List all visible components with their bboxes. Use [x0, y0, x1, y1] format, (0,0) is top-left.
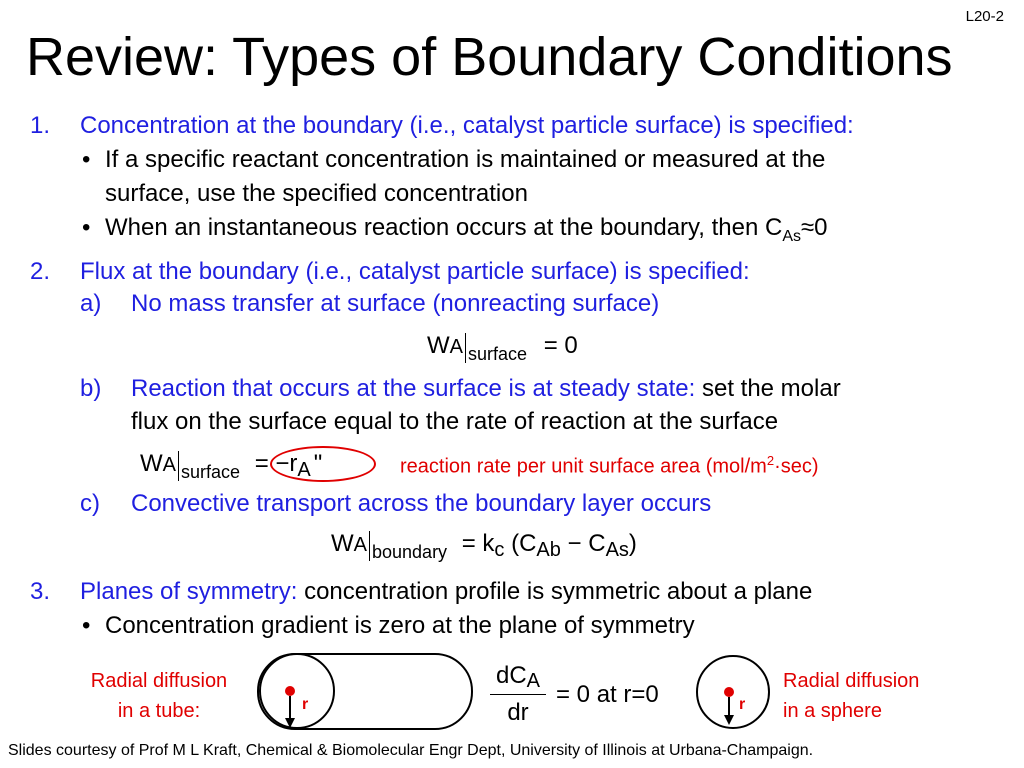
fraction-numerator: [490, 662, 546, 690]
sphere-arrow-head: [724, 715, 734, 725]
item-3-heading-blue: Planes of symmetry:: [80, 578, 298, 605]
item-2b-text-blue: Reaction that occurs at the surface is at steady state:: [131, 375, 696, 402]
highlight-ellipse: [270, 446, 376, 482]
eq-bar-sub: surface: [181, 462, 241, 482]
sphere-r-label: r: [739, 696, 746, 713]
eval-bar: [465, 333, 466, 363]
eq-w: W: [331, 530, 354, 557]
item-2b-line-2: flux on the surface equal to the rate of reaction at the surface: [131, 408, 779, 435]
item-1-bullet-1-line-1: If a specific reactant concentration is maintained or measured at the: [105, 146, 826, 173]
note-text: reaction rate per unit surface area (mol/m: [400, 455, 767, 478]
item-2a-label: a): [80, 290, 102, 317]
eq-r-sub: A: [297, 459, 311, 481]
item-1-number: 1.: [30, 112, 51, 139]
sphere-label: [783, 666, 919, 726]
num-sub: A: [526, 670, 541, 692]
tube-cross-section: [260, 654, 334, 728]
item-2c-label: c): [80, 490, 100, 517]
footer-credit: Slides courtesy of Prof M L Kraft, Chemical & Biomolecular Engr Dept, University of Illinois at Urbana-Champaign.: [8, 742, 814, 759]
eq-open: (C: [511, 530, 537, 557]
item-2a-text: No mass transfer at surface (nonreacting surface): [131, 290, 660, 317]
sphere-label-line-1: Radial diffusion: [783, 670, 920, 692]
num-dc: dC: [495, 662, 527, 689]
bullet-marker: •: [82, 214, 91, 241]
item-3-heading: [80, 580, 812, 604]
eq-w-sub: A: [353, 534, 367, 556]
eq-w-sub: A: [162, 454, 176, 476]
eq-kc-sub: c: [494, 539, 505, 561]
note-sup: 2: [766, 453, 775, 468]
item-3-number: 3.: [30, 578, 51, 605]
item-2c-text: Convective transport across the boundary layer occurs: [131, 490, 712, 517]
tube-r-label: r: [302, 696, 309, 713]
bullet-marker: •: [82, 612, 91, 639]
eq-kc: = k: [461, 530, 495, 557]
tube-label-line-2: in a tube:: [117, 700, 201, 722]
item-1-bullet-2: [105, 214, 828, 245]
eq-w: W: [140, 450, 163, 477]
page-title: Review: Types of Boundary Conditions: [26, 27, 953, 87]
bullet-marker: •: [82, 146, 91, 173]
tube-label-line-1: Radial diffusion: [90, 670, 228, 692]
gradient-rhs: = 0 at r=0: [556, 681, 659, 708]
item-1-heading: Concentration at the boundary (i.e., catalyst particle surface) is specified:: [80, 112, 854, 139]
item-2b-text-black: set the molar: [695, 375, 841, 402]
eq-as-sub: As: [605, 539, 629, 561]
sphere-label-line-2: in a sphere: [783, 700, 882, 722]
note-tail: ·sec): [774, 455, 819, 478]
approx-zero: ≈0: [800, 214, 828, 241]
item-3-bullet-1: Concentration gradient is zero at the plane of symmetry: [105, 612, 695, 639]
item-2-heading: Flux at the boundary (i.e., catalyst particle surface) is specified:: [80, 258, 750, 285]
item-2-number: 2.: [30, 258, 51, 285]
eq-w-sub: A: [449, 336, 463, 358]
eq-rhs: = 0: [543, 332, 578, 359]
eval-bar: [369, 531, 370, 561]
slide-number: L20-2: [965, 8, 1004, 25]
fraction-denominator: dr: [490, 694, 546, 727]
item-3-heading-black: concentration profile is symmetric about a plane: [297, 578, 813, 605]
bullet-2-text: When an instantaneous reaction occurs at the boundary, then C: [105, 214, 783, 241]
sphere-center-dot: [724, 687, 734, 697]
tube-center-dot: [285, 686, 295, 696]
cas-subscript: As: [782, 228, 801, 245]
eval-bar: [178, 451, 179, 481]
eq-minus-r: = −r: [254, 450, 298, 477]
equation-convective: [331, 530, 637, 561]
item-1-bullet-1-line-2: surface, use the specified concentration: [105, 180, 528, 207]
sphere-diagram: [695, 653, 775, 733]
equation-no-flux: [427, 332, 578, 363]
eq-minus-c: − C: [560, 530, 606, 557]
gradient-fraction: [490, 662, 546, 727]
item-2b-text: [131, 377, 841, 401]
eq-ab-sub: Ab: [536, 539, 561, 561]
eq-double-prime: ": [313, 450, 323, 477]
eq-bar-sub: boundary: [372, 542, 448, 562]
item-2b-label: b): [80, 375, 102, 402]
tube-label: [72, 666, 246, 726]
eq-bar-sub: surface: [468, 344, 528, 364]
eq-w: W: [427, 332, 450, 359]
tube-diagram: [252, 650, 482, 735]
eq-close: ): [628, 530, 637, 557]
reaction-rate-note: [400, 453, 819, 479]
